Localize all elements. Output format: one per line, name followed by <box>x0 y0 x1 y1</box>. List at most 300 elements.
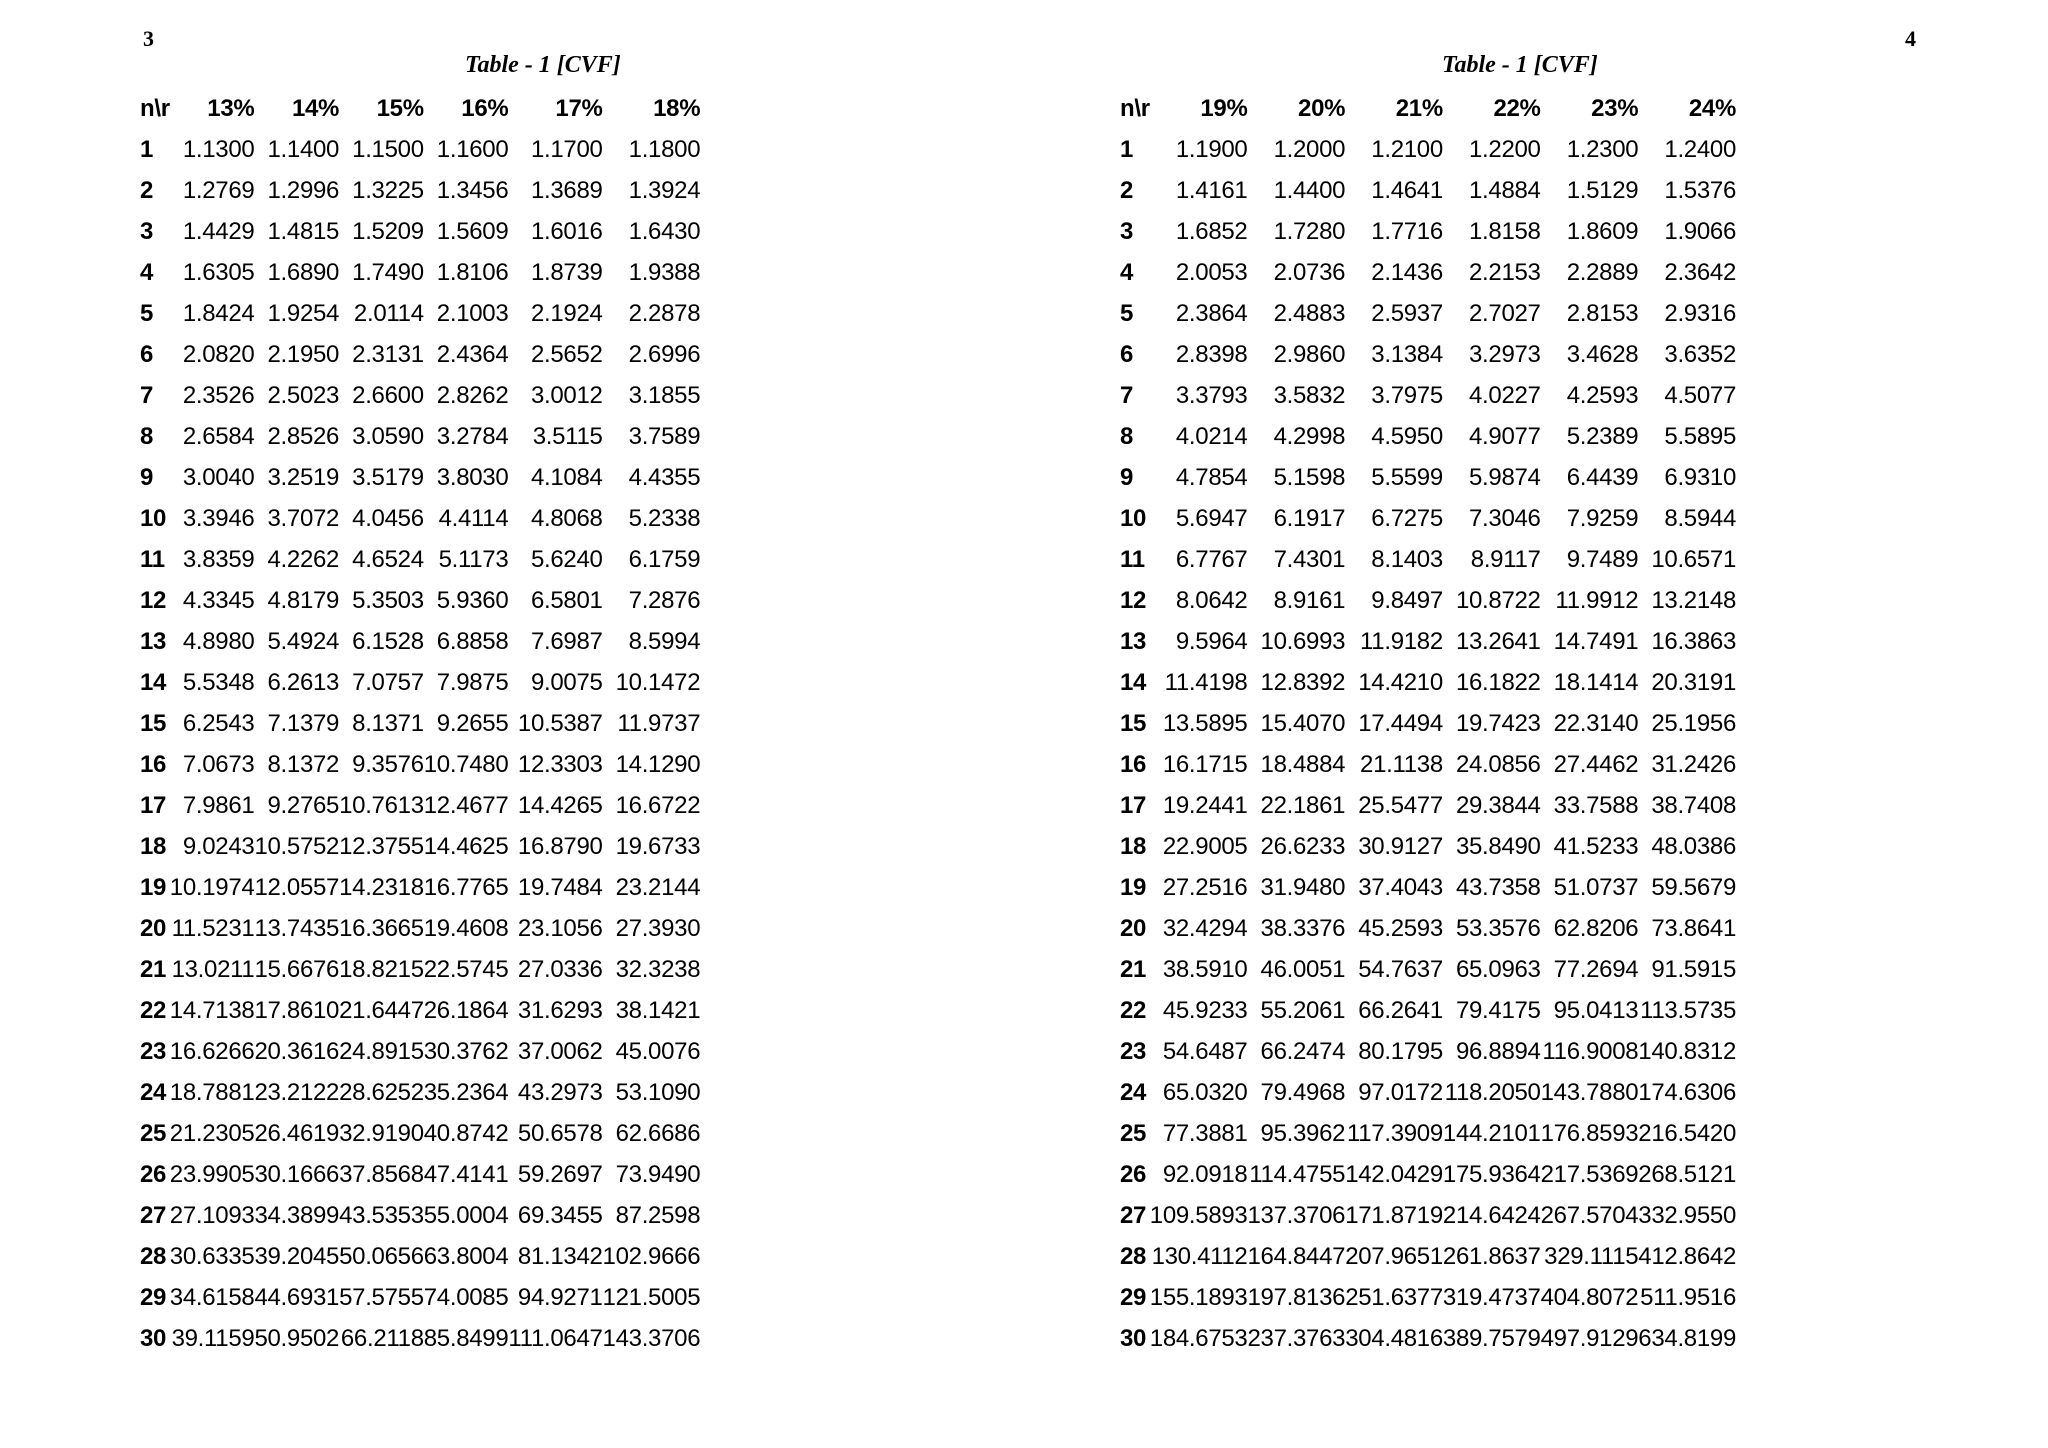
period-cell: 2 <box>140 176 154 204</box>
factor-cell: 63.8004 <box>423 1242 509 1270</box>
factor-cell: 14.4625 <box>423 832 509 860</box>
factor-cell: 32.3238 <box>615 955 701 983</box>
period-cell: 25 <box>140 1119 167 1147</box>
factor-cell: 97.0172 <box>1358 1078 1443 1106</box>
period-cell: 17 <box>1120 791 1147 819</box>
factor-cell: 96.8894 <box>1455 1037 1541 1065</box>
factor-cell: 8.9117 <box>1470 545 1541 573</box>
factor-cell: 73.9490 <box>615 1160 701 1188</box>
factor-cell: 25.5477 <box>1358 791 1443 819</box>
factor-cell: 41.5233 <box>1553 832 1639 860</box>
factor-cell: 10.8722 <box>1455 586 1541 614</box>
factor-cell: 32.4294 <box>1162 914 1248 942</box>
table-row <box>140 211 700 252</box>
factor-cell: 1.2200 <box>1468 135 1541 163</box>
factor-cell: 74.0085 <box>423 1283 509 1311</box>
factor-cell: 2.3131 <box>352 340 424 368</box>
period-cell: 29 <box>1120 1283 1147 1311</box>
factor-cell: 511.9516 <box>1640 1283 1736 1311</box>
table-row <box>140 949 700 990</box>
table-row <box>1120 703 1736 744</box>
factor-cell: 19.7484 <box>517 873 603 901</box>
factor-cell: 4.9077 <box>1468 422 1541 450</box>
factor-cell: 11.9912 <box>1555 586 1639 614</box>
period-cell: 23 <box>140 1037 167 1065</box>
factor-cell: 30.6335 <box>169 1242 255 1270</box>
factor-cell: 45.2593 <box>1358 914 1443 942</box>
factor-cell: 217.5369 <box>1540 1160 1639 1188</box>
factor-cell: 30.9127 <box>1358 832 1443 860</box>
factor-cell: 7.1379 <box>267 709 340 737</box>
factor-cell: 2.5652 <box>530 340 603 368</box>
factor-cell: 3.5179 <box>352 463 424 491</box>
period-cell: 13 <box>1120 627 1147 655</box>
factor-cell: 73.8641 <box>1651 914 1736 942</box>
factor-cell: 7.2876 <box>628 586 701 614</box>
factor-cell: 3.7072 <box>267 504 340 532</box>
factor-cell: 11.9182 <box>1360 627 1443 655</box>
period-cell: 27 <box>1120 1201 1147 1229</box>
factor-cell: 22.1861 <box>1260 791 1346 819</box>
factor-cell: 214.6424 <box>1442 1201 1541 1229</box>
period-cell: 21 <box>1120 955 1147 983</box>
factor-cell: 51.0737 <box>1553 873 1639 901</box>
factor-cell: 634.8199 <box>1638 1324 1736 1352</box>
factor-cell: 7.6987 <box>530 627 603 655</box>
factor-cell: 4.0227 <box>1468 381 1541 409</box>
factor-cell: 11.9737 <box>617 709 701 737</box>
factor-cell: 2.3642 <box>1664 258 1736 286</box>
factor-cell: 62.8206 <box>1553 914 1639 942</box>
factor-cell: 37.4043 <box>1358 873 1443 901</box>
table-row <box>1120 949 1736 990</box>
factor-cell: 1.4429 <box>182 217 255 245</box>
factor-cell: 3.0040 <box>182 463 255 491</box>
period-cell: 16 <box>140 750 167 778</box>
factor-cell: 16.1715 <box>1162 750 1248 778</box>
factor-cell: 21.2305 <box>169 1119 255 1147</box>
factor-cell: 2.0053 <box>1175 258 1248 286</box>
factor-cell: 47.4141 <box>423 1160 509 1188</box>
table-row <box>1120 457 1736 498</box>
factor-cell: 1.2400 <box>1664 135 1736 163</box>
factor-cell: 109.5893 <box>1149 1201 1248 1229</box>
factor-cell: 5.5599 <box>1371 463 1443 491</box>
factor-cell: 6.1917 <box>1273 504 1346 532</box>
period-cell: 16 <box>1120 750 1147 778</box>
factor-cell: 1.8609 <box>1566 217 1639 245</box>
table-row <box>140 1113 700 1154</box>
table-row <box>140 1195 700 1236</box>
factor-cell: 175.9364 <box>1442 1160 1541 1188</box>
factor-cell: 140.8312 <box>1638 1037 1736 1065</box>
factor-cell: 1.9254 <box>267 299 340 327</box>
factor-cell: 116.9008 <box>1542 1037 1639 1065</box>
factor-cell: 5.4924 <box>267 627 340 655</box>
factor-cell: 15.4070 <box>1260 709 1346 737</box>
factor-cell: 91.5915 <box>1651 955 1736 983</box>
factor-cell: 2.5937 <box>1371 299 1443 327</box>
factor-cell: 17.4494 <box>1358 709 1443 737</box>
factor-cell: 5.6947 <box>1175 504 1248 532</box>
table-row <box>140 498 700 539</box>
factor-cell: 32.9190 <box>339 1119 424 1147</box>
factor-cell: 7.3046 <box>1468 504 1541 532</box>
factor-cell: 21.1138 <box>1360 750 1443 778</box>
table-row <box>140 990 700 1031</box>
factor-cell: 10.5752 <box>254 832 340 860</box>
table-row <box>140 785 700 826</box>
period-cell: 5 <box>140 299 154 327</box>
factor-cell: 5.2338 <box>628 504 701 532</box>
factor-cell: 2.9316 <box>1664 299 1736 327</box>
factor-cell: 14.2318 <box>339 873 424 901</box>
table-row <box>140 703 700 744</box>
table-row <box>1120 580 1736 621</box>
table-row <box>140 867 700 908</box>
table-title-right: Table - 1 [CVF] <box>1442 52 1598 78</box>
factor-cell: 4.6524 <box>352 545 424 573</box>
factor-cell: 13.0211 <box>171 955 255 983</box>
factor-cell: 2.1436 <box>1371 258 1443 286</box>
factor-cell: 24.0856 <box>1455 750 1541 778</box>
factor-cell: 66.2474 <box>1260 1037 1346 1065</box>
table-row <box>1120 1236 1736 1277</box>
factor-cell: 2.3526 <box>182 381 255 409</box>
period-cell: 28 <box>140 1242 167 1270</box>
factor-cell: 18.7881 <box>169 1078 255 1106</box>
factor-cell: 1.1900 <box>1175 135 1248 163</box>
period-cell: 18 <box>1120 832 1147 860</box>
factor-cell: 9.8497 <box>1371 586 1443 614</box>
table-row <box>1120 1318 1736 1359</box>
factor-cell: 10.7480 <box>423 750 509 778</box>
factor-cell: 113.5735 <box>1640 996 1736 1024</box>
factor-cell: 43.5353 <box>339 1201 424 1229</box>
factor-cell: 7.9875 <box>436 668 509 696</box>
factor-cell: 4.7854 <box>1175 463 1248 491</box>
factor-cell: 5.5348 <box>182 668 255 696</box>
factor-cell: 16.3863 <box>1651 627 1736 655</box>
factor-cell: 6.2543 <box>182 709 255 737</box>
period-cell: 18 <box>140 832 167 860</box>
rate-header: 20% <box>1298 94 1346 122</box>
period-cell: 1 <box>1120 135 1134 163</box>
factor-cell: 14.4265 <box>517 791 603 819</box>
table-row <box>140 1318 700 1359</box>
factor-cell: 59.2697 <box>517 1160 603 1188</box>
factor-cell: 1.2100 <box>1371 135 1443 163</box>
table-row <box>1120 1195 1736 1236</box>
factor-cell: 38.1421 <box>615 996 701 1024</box>
table-row <box>1120 539 1736 580</box>
factor-cell: 9.7489 <box>1566 545 1639 573</box>
factor-cell: 2.8398 <box>1175 340 1248 368</box>
table-row <box>140 826 700 867</box>
factor-cell: 8.0642 <box>1175 586 1248 614</box>
factor-cell: 1.1400 <box>267 135 340 163</box>
factor-cell: 5.1598 <box>1273 463 1346 491</box>
factor-cell: 19.7423 <box>1455 709 1541 737</box>
period-cell: 12 <box>1120 586 1147 614</box>
factor-cell: 4.2593 <box>1566 381 1639 409</box>
factor-cell: 4.8179 <box>267 586 340 614</box>
factor-cell: 144.2101 <box>1442 1119 1541 1147</box>
factor-cell: 142.0429 <box>1345 1160 1443 1188</box>
period-cell: 10 <box>140 504 167 532</box>
factor-cell: 54.7637 <box>1358 955 1443 983</box>
factor-cell: 16.1822 <box>1455 668 1541 696</box>
factor-cell: 1.8739 <box>530 258 603 286</box>
factor-cell: 87.2598 <box>615 1201 701 1229</box>
table-body <box>1120 129 1736 1359</box>
period-cell: 4 <box>1120 258 1134 286</box>
table-row <box>1120 252 1736 293</box>
period-cell: 11 <box>1120 545 1145 573</box>
factor-cell: 1.8424 <box>182 299 255 327</box>
factor-cell: 27.2516 <box>1162 873 1248 901</box>
factor-cell: 50.9502 <box>254 1324 340 1352</box>
factor-cell: 6.2613 <box>267 668 340 696</box>
factor-cell: 10.7613 <box>339 791 424 819</box>
period-cell: 9 <box>1120 463 1134 491</box>
factor-cell: 19.6733 <box>615 832 701 860</box>
factor-cell: 4.0456 <box>352 504 424 532</box>
factor-cell: 13.5895 <box>1162 709 1248 737</box>
factor-cell: 3.2519 <box>267 463 340 491</box>
factor-cell: 164.8447 <box>1247 1242 1346 1270</box>
table-row <box>140 1072 700 1113</box>
factor-cell: 17.8610 <box>254 996 340 1024</box>
factor-cell: 9.0075 <box>530 668 603 696</box>
factor-cell: 319.4737 <box>1442 1283 1541 1311</box>
factor-cell: 268.5121 <box>1638 1160 1736 1188</box>
corner-label: n\r <box>140 94 170 122</box>
cvf-table-left <box>140 88 700 1359</box>
factor-cell: 16.8790 <box>517 832 603 860</box>
rate-header: 14% <box>291 94 340 122</box>
factor-cell: 65.0963 <box>1455 955 1541 983</box>
factor-cell: 3.2784 <box>436 422 509 450</box>
factor-cell: 79.4968 <box>1260 1078 1346 1106</box>
factor-cell: 216.5420 <box>1638 1119 1736 1147</box>
period-cell: 23 <box>1120 1037 1147 1065</box>
factor-cell: 66.2118 <box>340 1324 424 1352</box>
table-row <box>140 1154 700 1195</box>
factor-cell: 10.1472 <box>615 668 701 696</box>
factor-cell: 14.7491 <box>1553 627 1639 655</box>
table-row <box>1120 129 1736 170</box>
factor-cell: 12.3303 <box>517 750 603 778</box>
table-row <box>140 375 700 416</box>
factor-cell: 3.6352 <box>1664 340 1736 368</box>
table-row <box>140 744 700 785</box>
factor-cell: 6.8858 <box>436 627 509 655</box>
rate-header: 13% <box>207 94 255 122</box>
factor-cell: 40.8742 <box>423 1119 509 1147</box>
factor-cell: 6.7767 <box>1175 545 1248 573</box>
factor-cell: 7.0757 <box>352 668 424 696</box>
period-cell: 8 <box>140 422 154 450</box>
table-row <box>140 334 700 375</box>
factor-cell: 69.3455 <box>517 1201 603 1229</box>
rate-header: 17% <box>555 94 603 122</box>
period-cell: 20 <box>140 914 167 942</box>
period-cell: 3 <box>140 217 154 245</box>
factor-cell: 25.1956 <box>1651 709 1736 737</box>
period-cell: 24 <box>140 1078 167 1106</box>
factor-cell: 7.9259 <box>1566 504 1639 532</box>
period-cell: 19 <box>140 873 167 901</box>
factor-cell: 404.8072 <box>1540 1283 1639 1311</box>
factor-cell: 8.5944 <box>1664 504 1736 532</box>
factor-cell: 1.4884 <box>1468 176 1541 204</box>
factor-cell: 3.1855 <box>628 381 701 409</box>
factor-cell: 26.4619 <box>254 1119 340 1147</box>
table-row <box>1120 1154 1736 1195</box>
factor-cell: 13.2148 <box>1651 586 1736 614</box>
table-row <box>140 662 700 703</box>
factor-cell: 137.3706 <box>1247 1201 1346 1229</box>
factor-cell: 38.5910 <box>1162 955 1248 983</box>
factor-cell: 34.3899 <box>254 1201 340 1229</box>
table-row <box>140 129 700 170</box>
factor-cell: 1.5609 <box>436 217 509 245</box>
table-row <box>140 580 700 621</box>
table-row <box>1120 1113 1736 1154</box>
factor-cell: 1.2000 <box>1273 135 1346 163</box>
factor-cell: 24.8915 <box>339 1037 424 1065</box>
factor-cell: 1.7490 <box>352 258 424 286</box>
factor-cell: 39.2045 <box>254 1242 340 1270</box>
factor-cell: 59.5679 <box>1651 873 1736 901</box>
corner-label: n\r <box>1120 94 1150 122</box>
factor-cell: 4.8980 <box>182 627 255 655</box>
table-title-left: Table - 1 [CVF] <box>465 52 621 78</box>
factor-cell: 4.1084 <box>530 463 603 491</box>
factor-cell: 39.1159 <box>171 1324 255 1352</box>
factor-cell: 18.8215 <box>339 955 424 983</box>
factor-cell: 184.6753 <box>1149 1324 1248 1352</box>
factor-cell: 4.3345 <box>182 586 255 614</box>
table-row <box>1120 990 1736 1031</box>
factor-cell: 5.1173 <box>438 545 509 573</box>
factor-cell: 2.3864 <box>1175 299 1248 327</box>
factor-cell: 1.6016 <box>530 217 603 245</box>
factor-cell: 1.9388 <box>628 258 701 286</box>
factor-cell: 5.9360 <box>436 586 509 614</box>
factor-cell: 65.0320 <box>1162 1078 1248 1106</box>
table-row <box>1120 867 1736 908</box>
factor-cell: 6.1528 <box>352 627 424 655</box>
period-cell: 22 <box>1120 996 1147 1024</box>
factor-cell: 114.4755 <box>1249 1160 1346 1188</box>
factor-cell: 1.7280 <box>1273 217 1346 245</box>
factor-cell: 4.2262 <box>267 545 340 573</box>
factor-cell: 44.6931 <box>254 1283 340 1311</box>
factor-cell: 95.3962 <box>1260 1119 1346 1147</box>
factor-cell: 1.2300 <box>1566 135 1639 163</box>
factor-cell: 2.1950 <box>267 340 340 368</box>
factor-cell: 2.6584 <box>182 422 255 450</box>
factor-cell: 77.3881 <box>1162 1119 1248 1147</box>
table-row <box>1120 826 1736 867</box>
factor-cell: 1.6852 <box>1175 217 1248 245</box>
factor-cell: 176.8593 <box>1540 1119 1639 1147</box>
factor-cell: 22.9005 <box>1162 832 1248 860</box>
factor-cell: 23.1056 <box>517 914 603 942</box>
factor-cell: 4.4355 <box>628 463 701 491</box>
factor-cell: 31.6293 <box>517 996 603 1024</box>
factor-cell: 1.8106 <box>436 258 509 286</box>
factor-cell: 2.2153 <box>1468 258 1541 286</box>
factor-cell: 10.6993 <box>1260 627 1346 655</box>
factor-cell: 46.0051 <box>1260 955 1346 983</box>
period-cell: 24 <box>1120 1078 1147 1106</box>
factor-cell: 50.6578 <box>517 1119 603 1147</box>
factor-cell: 43.7358 <box>1455 873 1541 901</box>
factor-cell: 171.8719 <box>1345 1201 1443 1229</box>
factor-cell: 111.0647 <box>508 1324 603 1352</box>
table-row <box>1120 621 1736 662</box>
rate-header: 15% <box>376 94 424 122</box>
period-cell: 20 <box>1120 914 1147 942</box>
table-row <box>1120 1277 1736 1318</box>
factor-cell: 57.5755 <box>339 1283 424 1311</box>
table-row <box>140 416 700 457</box>
factor-cell: 79.4175 <box>1455 996 1541 1024</box>
factor-cell: 2.6996 <box>628 340 701 368</box>
factor-cell: 8.1372 <box>267 750 340 778</box>
factor-cell: 2.4364 <box>436 340 509 368</box>
period-cell: 7 <box>140 381 154 409</box>
table-row <box>1120 908 1736 949</box>
factor-cell: 1.5129 <box>1566 176 1639 204</box>
rate-header: 19% <box>1200 94 1248 122</box>
period-cell: 29 <box>140 1283 167 1311</box>
table-row <box>140 170 700 211</box>
factor-cell: 23.2144 <box>615 873 701 901</box>
table-row <box>1120 498 1736 539</box>
factor-cell: 1.6430 <box>628 217 701 245</box>
table-row <box>1120 744 1736 785</box>
factor-cell: 6.7275 <box>1371 504 1443 532</box>
factor-cell: 389.7579 <box>1442 1324 1541 1352</box>
factor-cell: 14.1290 <box>615 750 701 778</box>
factor-cell: 9.2655 <box>436 709 509 737</box>
period-cell: 10 <box>1120 504 1147 532</box>
factor-cell: 1.1300 <box>182 135 255 163</box>
factor-cell: 1.7716 <box>1371 217 1443 245</box>
factor-cell: 48.0386 <box>1651 832 1736 860</box>
rate-header: 18% <box>653 94 701 122</box>
factor-cell: 1.6305 <box>182 258 255 286</box>
factor-cell: 16.3665 <box>339 914 424 942</box>
period-cell: 30 <box>1120 1324 1147 1352</box>
factor-cell: 8.1403 <box>1371 545 1443 573</box>
factor-cell: 37.0062 <box>517 1037 603 1065</box>
factor-cell: 33.7588 <box>1553 791 1639 819</box>
factor-cell: 2.0736 <box>1273 258 1346 286</box>
factor-cell: 45.0076 <box>615 1037 701 1065</box>
factor-cell: 53.1090 <box>615 1078 701 1106</box>
factor-cell: 3.1384 <box>1371 340 1443 368</box>
factor-cell: 23.2122 <box>254 1078 340 1106</box>
factor-cell: 1.3924 <box>628 176 701 204</box>
factor-cell: 5.6240 <box>530 545 603 573</box>
factor-cell: 54.6487 <box>1162 1037 1248 1065</box>
factor-cell: 55.2061 <box>1260 996 1346 1024</box>
